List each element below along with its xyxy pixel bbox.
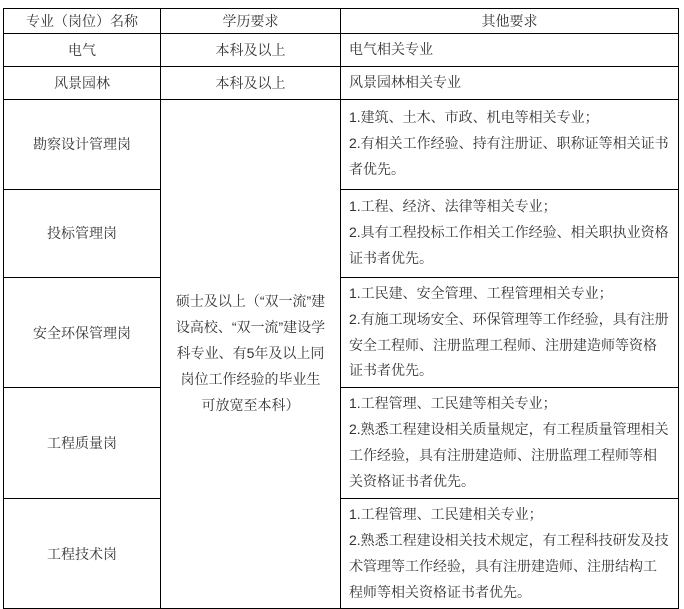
requirement-line-1: 1.工民建、安全管理、工程管理相关专业； [349, 284, 613, 301]
position-cell: 风景园林 [4, 66, 161, 99]
requirement-line-1: 1.工程管理、工民建相关专业； [349, 505, 543, 522]
requirement-line-1: 1.建筑、土木、市政、机电等相关专业； [349, 109, 599, 126]
other-requirements-cell [341, 189, 679, 277]
requirement-line-1: 1.工程、经济、法律等相关专业； [349, 198, 557, 215]
table-row [4, 189, 679, 277]
position-cell: 工程技术岗 [4, 498, 161, 609]
table-row [4, 66, 679, 99]
header-other: 其他要求 [341, 9, 679, 34]
other-requirements-cell [341, 277, 679, 388]
table-row [4, 388, 679, 499]
other-requirements-cell: 电气相关专业 [341, 34, 679, 67]
header-position: 专业（岗位）名称 [4, 9, 161, 34]
requirement-line-2: 2.具有工程投标工作相关工作经验、相关职执业资格证书者优先。 [349, 224, 669, 267]
requirement-line-2: 2.熟悉工程建设相关质量规定，有工程质量管理相关工作经验，具有注册建造师、注册监理工程师等相关资格证书者优先。 [349, 421, 669, 490]
table-row [4, 99, 679, 189]
position-cell: 电气 [4, 34, 161, 67]
other-requirements-cell [341, 498, 679, 609]
requirement-line-2: 2.有施工现场安全、环保管理等工作经验，具有注册安全工程师、注册监理工程师、注册建造师等资格证书者优先。 [349, 310, 669, 379]
requirement-line-2: 2.熟悉工程建设相关技术规定，有工程科技研发及技术管理等工作经验，具有注册建造师、注册结构工程师等相关资格证书者优先。 [349, 531, 669, 600]
table-row [4, 34, 679, 67]
requirement-line-2: 2.有相关工作经验、持有注册证、职称证等相关证书者优先。 [349, 135, 669, 178]
header-education: 学历要求 [161, 9, 341, 34]
table-row [4, 277, 679, 388]
education-merged-cell: 硕士及以上（“双一流”建设高校、“双一流”建设学科专业、有5年及以上同岗位工作经验的毕业生可放宽至本科） [161, 99, 341, 609]
requirement-line-1: 1.工程管理、工民建等相关专业； [349, 395, 557, 412]
other-requirements-cell: 风景园林相关专业 [341, 66, 679, 99]
other-requirements-cell [341, 388, 679, 499]
recruitment-requirements-table [3, 8, 679, 609]
education-cell: 本科及以上 [161, 34, 341, 67]
position-cell: 投标管理岗 [4, 189, 161, 277]
position-cell: 工程质量岗 [4, 388, 161, 499]
education-cell: 本科及以上 [161, 66, 341, 99]
table-row [4, 498, 679, 609]
position-cell: 安全环保管理岗 [4, 277, 161, 388]
other-requirements-cell [341, 99, 679, 189]
position-cell: 勘察设计管理岗 [4, 99, 161, 189]
header-row [4, 9, 679, 34]
